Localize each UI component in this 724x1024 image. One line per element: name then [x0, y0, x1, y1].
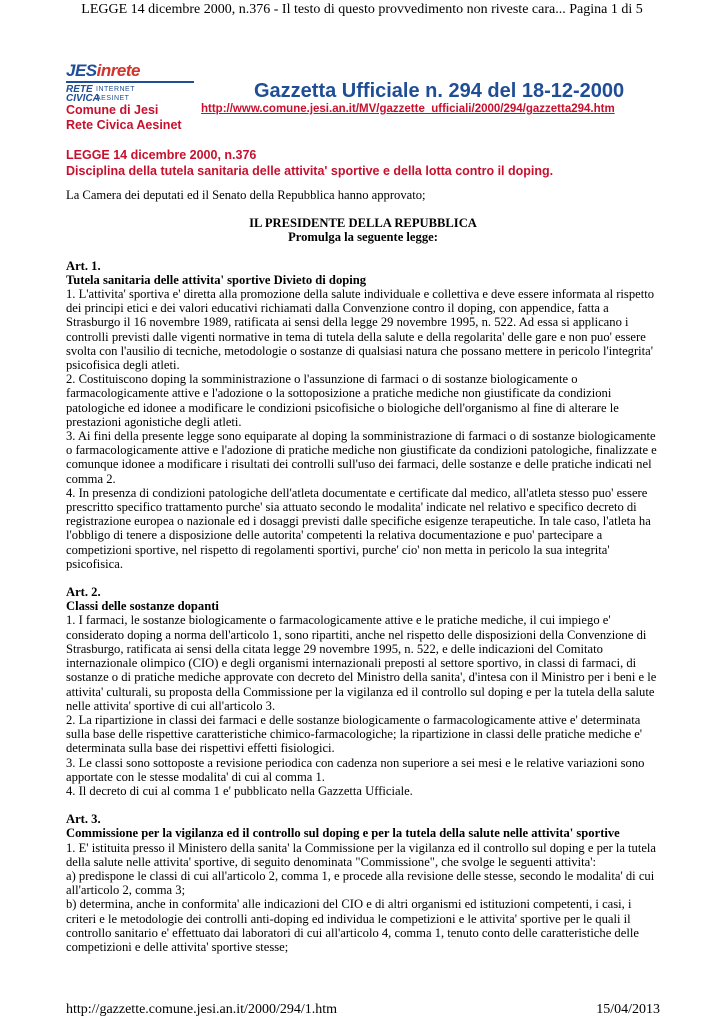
org-comune: Comune di Jesi [66, 103, 159, 117]
article-number: Art. 1. [66, 258, 101, 273]
article-paragraph: b) determina, anche in conformita' alle indicazioni del CIO e di altri organismi ed istituzioni competenti, i casi, i criteri e le metodologie dei controlli anti-doping ed individua le competizioni e le attivita' sportive per le quali il controllo sanitario e' effettuato dai laboratori di cui all'articolo 4, comma 1, tenuto conto delle caratteristiche delle competizioni e delle attivita' sportive stesse; [66, 897, 639, 954]
page-footer [66, 1002, 660, 1018]
law-number: LEGGE 14 dicembre 2000, n.376 [66, 148, 257, 162]
footer-url: http://gazzette.comune.jesi.an.it/2000/294/1.htm [66, 1002, 337, 1017]
promulgation-line: Promulga la seguente legge: [288, 230, 438, 245]
logo-jes: JES [66, 61, 97, 80]
jesinrete-logo[interactable] [66, 62, 196, 106]
footer-date: 15/04/2013 [596, 1002, 660, 1017]
president-heading: IL PRESIDENTE DELLA REPUBBLICA [249, 216, 477, 231]
logo-wordmark [66, 62, 196, 80]
page-header: LEGGE 14 dicembre 2000, n.376 - Il testo di questo provvedimento non riveste cara... Pagina 1 di 5 [81, 2, 643, 17]
article-2 [66, 585, 660, 798]
logo-rete: RETE [66, 84, 93, 95]
article-title: Classi delle sostanze dopanti [66, 599, 219, 614]
article-paragraph: 1. I farmaci, le sostanze biologicamente o farmacologicamente attive e le pratiche mediche, il cui impiego e' considerato doping a norma dell'articolo 1, sono ripartiti, anche nel rispetto delle disposizioni della Convenzione di Strasburgo, ratificata ai sensi della citata legge 29 novembre 1995, n. 522, e delle indicazioni del Comitato internazionale olimpico (CIO) e degli organismi internazionali preposti al settore sportivo, in classi di farmaci, di sostanze o di pratiche mediche approvate con decreto del Ministro della sanita', d'intesa con il Ministro per i beni e le attivita' culturali, su proposta della Commissione per la vigilanza ed il controllo sul doping e per la tutela della salute nelle attivita' sportive di cui all'articolo 3. [66, 613, 657, 713]
logo-rete-civica [66, 84, 100, 104]
article-paragraph: 3. Le classi sono sottoposte a revisione periodica con cadenza non superiore a sei mesi e le relative variazioni sono apportate con le stesse modalita' di cui al comma 1. [66, 755, 645, 784]
logo-internet: INTERNET [96, 86, 135, 93]
article-paragraph: 1. E' istituita presso il Ministero della sanita' la Commissione per la vigilanza ed il controllo sul doping e per la tutela della salute nelle attivita' sportive, di seguito denominata "Commissione", che svolge le seguenti attivita': [66, 840, 657, 869]
article-paragraph: 4. In presenza di condizioni patologiche dell'atleta documentate e certificate dal medico, all'atleta stesso puo' essere prescritto specifico trattamento purche' sia attuato secondo le modalita' indicate nel relativo e specifico decreto di registrazione europea o nazionale ed i dosaggi previsti dalle specifiche esigenze terapeutiche. In tale caso, l'atleta ha l'obbligo di tenere a disposizione delle autorita' competenti la relativa documentazione e puo' partecipare a competizioni sportive, nel rispetto di regolamenti sportivi, purche' cio' non metta in pericolo la sua integrita' psicofisica. [66, 485, 651, 571]
logo-internet-aesinet [96, 85, 135, 103]
article-paragraph: 2. Costituiscono doping la somministrazione o l'assunzione di farmaci o di sostanze biologicamente o farmacologicamente attive e l'adozione o la sottoposizione a pratiche mediche non giustificate da condizioni patologiche ed idonee a modificare le condizioni psicofisiche o biologiche dell'organismo al fine di alterare le prestazioni agonistiche degli atleti. [66, 372, 619, 429]
logo-civica: CIVICA [66, 93, 100, 104]
logo-aesinet: AESINET [96, 95, 130, 102]
article-title: Tutela sanitaria delle attivita' sportive Divieto di doping [66, 272, 367, 287]
gazzetta-title: Gazzetta Ufficiale n. 294 del 18-12-2000 [254, 80, 625, 102]
org-rete-civica: Rete Civica Aesinet [66, 118, 182, 132]
article-title: Commissione per la vigilanza ed il controllo sul doping e per la tutela della salute nelle attivita' sportive [66, 826, 620, 841]
president-block [66, 216, 660, 244]
law-subject: Disciplina della tutela sanitaria delle attivita' sportive e della lotta contro il doping. [66, 164, 554, 178]
organization-name [66, 103, 182, 133]
gazzetta-link[interactable]: http://www.comune.jesi.an.it/MV/gazzette_ufficiali/2000/294/gazzetta294.htm [201, 103, 615, 115]
document-body [66, 188, 660, 968]
article-paragraph: 4. Il decreto di cui al comma 1 e' pubblicato nella Gazzetta Ufficiale. [66, 783, 413, 798]
article-3 [66, 812, 660, 954]
article-paragraph: 2. La ripartizione in classi dei farmaci e delle sostanze biologicamente o farmacologicamente attive e' determinata sulla base delle rispettive caratteristiche chimico-farmacologiche; la ripartizione in classi delle pratiche mediche e' determinata sulla base dei rispettivi effetti fisiologici. [66, 712, 643, 756]
intro-text: La Camera dei deputati ed il Senato della Repubblica hanno approvato; [66, 188, 426, 202]
article-paragraph: a) predispone le classi di cui all'articolo 2, comma 1, e procede alla revisione delle stesse, secondo le modalita' di cui all'articolo 2, comma 3; [66, 868, 655, 898]
law-title [66, 147, 553, 179]
article-1 [66, 259, 660, 571]
article-paragraph: 3. Ai fini della presente legge sono equiparate al doping la somministrazione di farmaci o di sostanze biologicamente o farmacologicamente attive e l'adozione di pratiche mediche non giustificate da condizioni patologiche, finalizzate e comunque idonee a modificare i risultati dei controlli sull'uso dei farmaci, delle sostanze e delle pratiche indicati nel comma 2. [66, 429, 657, 486]
logo-divider [66, 81, 194, 83]
article-number: Art. 2. [66, 585, 101, 600]
article-paragraph: 1. L'attivita' sportiva e' diretta alla promozione della salute individuale e collettiva e deve essere informata al rispetto dei principi etici e dei valori educativi richiamati dalla Convenzione contro il doping, con appendice, fatta a Strasburgo il 16 novembre 1989, ratificata ai sensi della legge 29 novembre 1995, n. 522. Ad essa si applicano i controlli previsti dalle vigenti normative in tema di tutela della salute e della regolarita' delle gare e non puo' essere svolta con l'ausilio di tecniche, metodologie o sostanze di qualsiasi natura che possano mettere in pericolo l'integrita' psicofisica degli atleti. [66, 287, 655, 373]
logo-subline [66, 85, 196, 103]
article-number: Art. 3. [66, 812, 101, 827]
logo-inrete: inrete [96, 61, 140, 80]
